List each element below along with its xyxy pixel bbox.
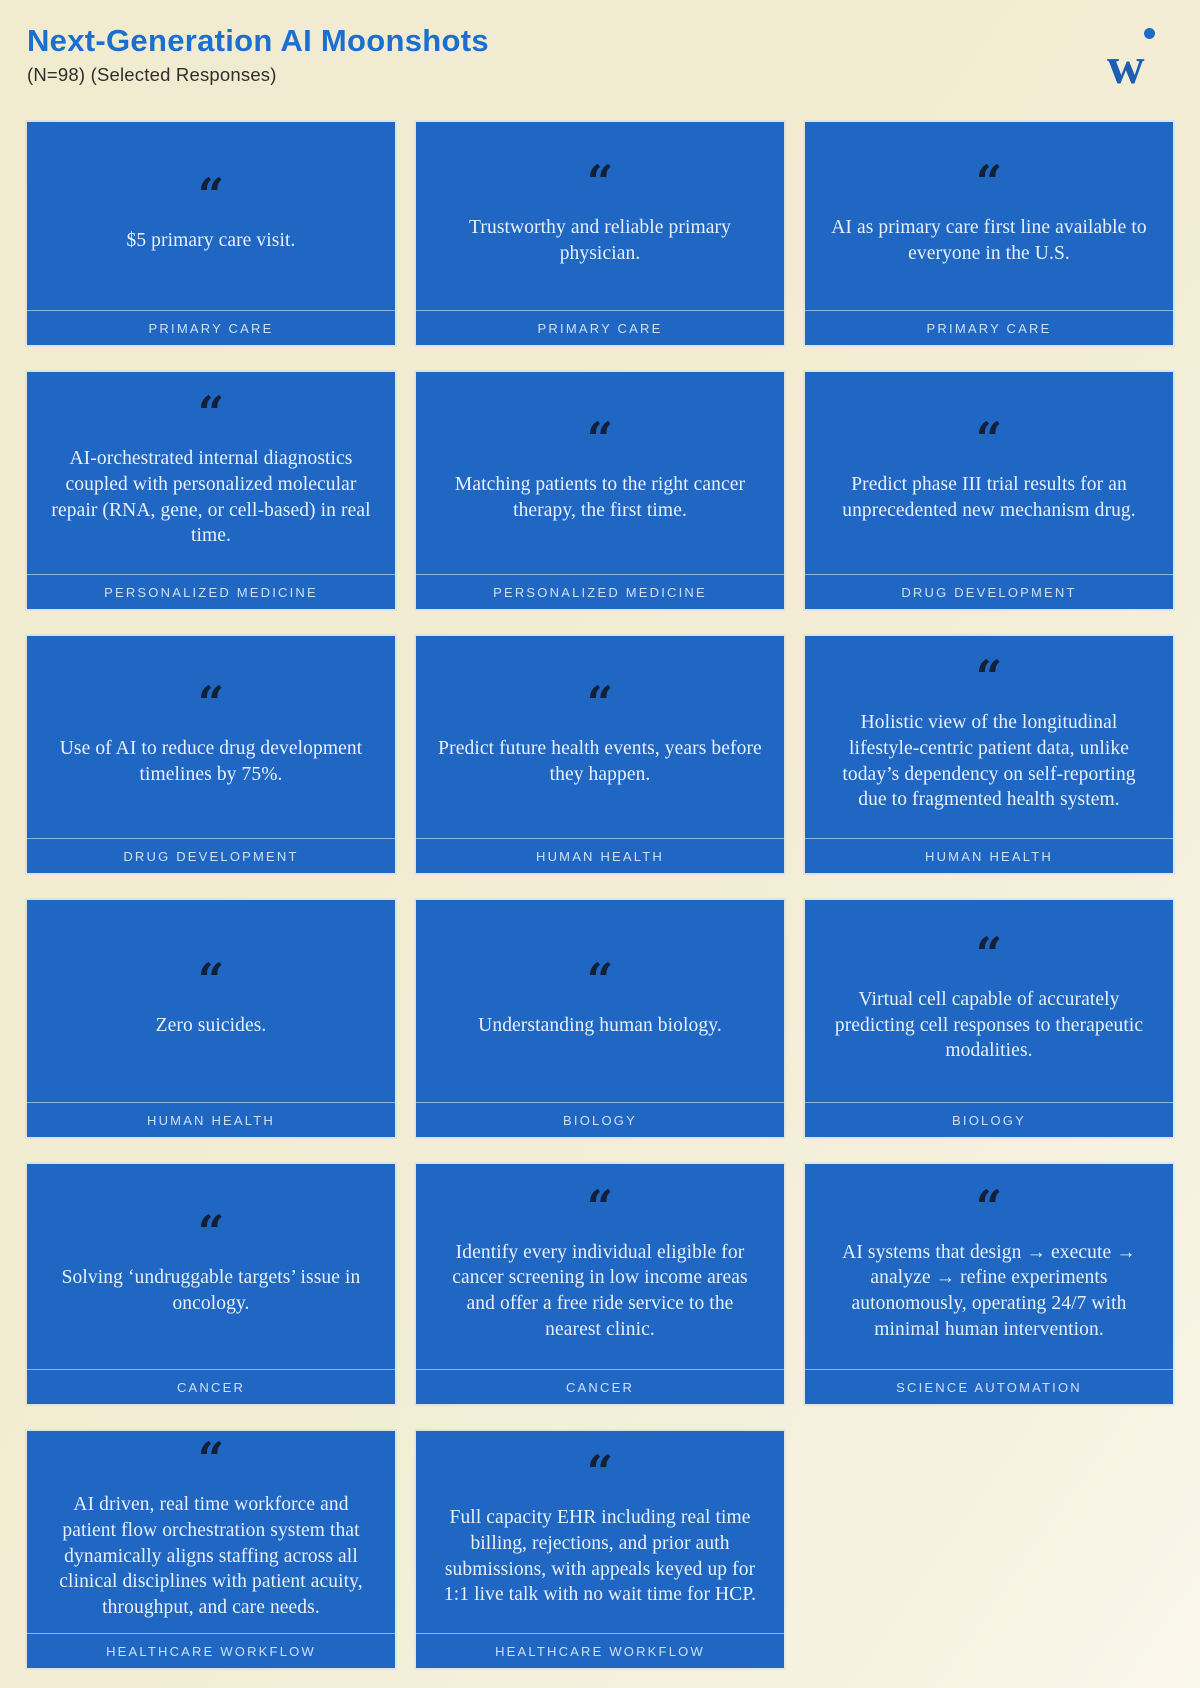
quote-icon: “: [197, 1205, 225, 1260]
category-label: HUMAN HEALTH: [924, 848, 1053, 864]
quote-card: [27, 636, 395, 873]
quote-card-footer: [805, 310, 1173, 345]
quote-card-footer: [27, 310, 395, 345]
quote-text: Use of AI to reduce drug development timelines by 75%.: [59, 737, 363, 785]
quote-card: [27, 122, 395, 345]
category-label: CANCER: [176, 1379, 246, 1395]
quote-card: [416, 900, 784, 1137]
quote-card: [805, 900, 1173, 1137]
quote-icon: “: [975, 1179, 1003, 1234]
quote-card-body: [805, 636, 1173, 838]
quote-card: [805, 636, 1173, 873]
category-label: DRUG DEVELOPMENT: [123, 848, 299, 864]
quote-card-body: [27, 1164, 395, 1369]
quote-card-body: [416, 122, 784, 310]
category-label: PRIMARY CARE: [926, 320, 1052, 336]
quote-text: Virtual cell capable of accurately predicting cell responses to therapeutic modalities.: [834, 988, 1144, 1062]
quote-card-footer: [27, 838, 395, 873]
quote-text: Solving ‘undruggable targets’ issue in oncology.: [61, 1267, 361, 1314]
quote-card: [27, 1164, 395, 1404]
quote-card-body: [416, 1164, 784, 1369]
quote-text: Predict future health events, years before they happen.: [438, 737, 762, 785]
quote-text: Predict phase III trial results for an unprecedented new mechanism drug.: [842, 473, 1136, 521]
quote-text: Trustworthy and reliable primary physician.: [469, 216, 731, 264]
category-label: BIOLOGY: [563, 1112, 637, 1128]
quote-text: AI driven, real time workforce and patient flow orchestration system that dynamically aligns staffing across all clinical disciplines with patient acuity, throughput, and care needs.: [59, 1494, 363, 1619]
category-label: HEALTHCARE WORKFLOW: [495, 1643, 705, 1659]
quote-icon: “: [197, 952, 225, 1007]
quote-card-footer: [416, 838, 784, 873]
quote-card-body: [416, 636, 784, 838]
category-label: PRIMARY CARE: [148, 320, 274, 336]
quote-text: Matching patients to the right cancer therapy, the first time.: [454, 473, 746, 521]
quote-icon: “: [586, 1179, 614, 1234]
category-label: HUMAN HEALTH: [535, 848, 664, 864]
quote-text: AI-orchestrated internal diagnostics coupled with personalized molecular repair (RNA, gene, or cell-based) in real time.: [51, 448, 371, 547]
quote-icon: “: [586, 154, 614, 209]
quote-icon: “: [586, 952, 614, 1007]
quote-card-footer: [27, 574, 395, 609]
quote-icon: “: [975, 154, 1003, 209]
quote-card-body: [805, 900, 1173, 1102]
quote-card-footer: [416, 1102, 784, 1137]
category-label: PERSONALIZED MEDICINE: [104, 584, 318, 600]
quote-icon: “: [197, 1432, 225, 1487]
quote-text: Zero suicides.: [155, 1014, 267, 1036]
quote-card-body: [805, 122, 1173, 310]
quote-text: AI systems that design → execute → analyze → refine experiments autonomously, operating 24/7 with minimal human intervention.: [842, 1241, 1136, 1340]
quote-card-body: [27, 636, 395, 838]
category-label: PRIMARY CARE: [537, 320, 663, 336]
category-label: CANCER: [565, 1379, 635, 1395]
quote-card-body: [416, 900, 784, 1102]
brand-logo-letter: w: [1107, 38, 1145, 96]
quote-card: [27, 1431, 395, 1668]
quote-icon: “: [975, 926, 1003, 981]
quote-card-footer: [805, 574, 1173, 609]
quote-card-footer: [416, 1633, 784, 1668]
quote-card: [416, 372, 784, 609]
quote-card: [416, 122, 784, 345]
quote-card-footer: [27, 1102, 395, 1137]
quote-card-footer: [805, 1102, 1173, 1137]
category-label: BIOLOGY: [952, 1112, 1026, 1128]
quote-icon: “: [197, 675, 225, 730]
quote-text: Understanding human biology.: [478, 1014, 722, 1036]
quote-card-body: [27, 122, 395, 310]
quote-card: [805, 372, 1173, 609]
brand-logo: [1107, 24, 1167, 96]
category-label: SCIENCE AUTOMATION: [896, 1379, 1082, 1395]
quote-card: [27, 900, 395, 1137]
quote-card-body: [416, 372, 784, 574]
quote-text: $5 primary care visit.: [126, 229, 296, 251]
quote-icon: “: [197, 386, 225, 441]
header: [27, 24, 1173, 114]
quote-icon: “: [197, 167, 225, 222]
quote-card: [27, 372, 395, 609]
quote-card-footer: [416, 310, 784, 345]
quote-card: [805, 122, 1173, 345]
quote-card-footer: [27, 1633, 395, 1668]
quote-card: [416, 636, 784, 873]
quote-card-footer: [805, 1369, 1173, 1404]
quote-card-body: [805, 372, 1173, 574]
quote-text: Identify every individual eligible for cancer screening in low income areas and offer a free ride service to the nearest clinic.: [452, 1241, 748, 1340]
quote-card-body: [27, 1431, 395, 1633]
quote-card-body: [27, 372, 395, 574]
quote-icon: “: [586, 411, 614, 466]
quote-card: [805, 1164, 1173, 1404]
brand-logo-dot-icon: [1144, 28, 1155, 39]
quote-icon: “: [586, 675, 614, 730]
page-title: Next-Generation AI Moonshots: [27, 23, 489, 58]
quote-card-footer: [416, 1369, 784, 1404]
quote-card-footer: [805, 838, 1173, 873]
quote-card-footer: [416, 574, 784, 609]
quote-icon: “: [975, 650, 1003, 705]
page-subtitle: (N=98) (Selected Responses): [27, 64, 277, 86]
quote-icon: “: [586, 1445, 614, 1500]
quote-text: Holistic view of the longitudinal lifestyle-centric patient data, unlike today’s dependency on self-reporting due to fragmented health system.: [842, 712, 1136, 811]
quote-cards-grid: [27, 122, 1173, 1668]
quote-icon: “: [975, 411, 1003, 466]
category-label: HUMAN HEALTH: [146, 1112, 275, 1128]
category-label: PERSONALIZED MEDICINE: [493, 584, 707, 600]
category-label: DRUG DEVELOPMENT: [901, 584, 1077, 600]
quote-card: [416, 1164, 784, 1404]
quote-card: [416, 1431, 784, 1668]
category-label: HEALTHCARE WORKFLOW: [106, 1643, 316, 1659]
quote-card-body: [416, 1431, 784, 1633]
quote-text: AI as primary care first line available to everyone in the U.S.: [831, 216, 1147, 264]
quote-card-body: [805, 1164, 1173, 1369]
quote-card-footer: [27, 1369, 395, 1404]
quote-text: Full capacity EHR including real time billing, rejections, and prior auth submissions, with appeals keyed up for 1:1 live talk with no wait time for HCP.: [443, 1507, 757, 1606]
quote-card-body: [27, 900, 395, 1102]
